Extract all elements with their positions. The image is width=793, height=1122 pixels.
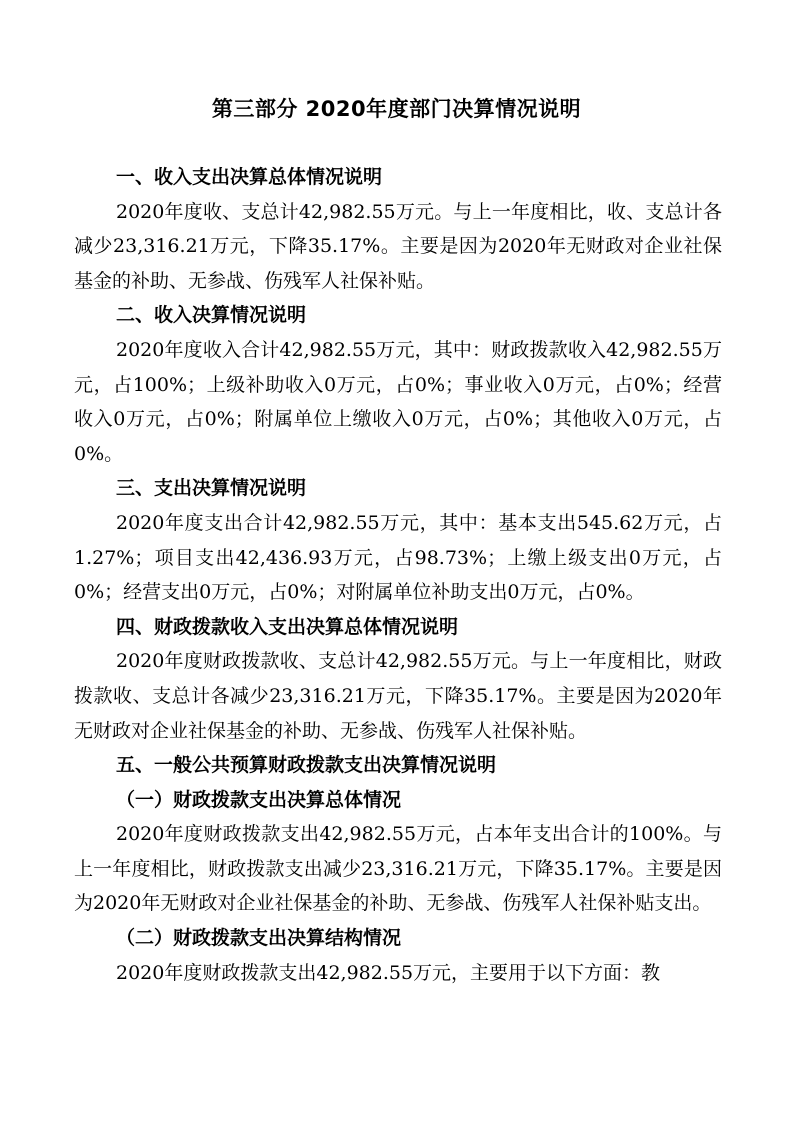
subsection-paragraph-5-1: 2020年度财政拨款支出42,982.55万元，占本年支出合计的100%。与上一年度相比，财政拨款支出减少23,316.21万元，下降35.17%。主要是因为2020年无财政对企业社保基金的补助、无参战、伤残军人社保补贴支出。 bbox=[74, 823, 722, 915]
section-heading-4: 四、财政拨款收入支出决算总体情况说明 bbox=[116, 615, 459, 638]
section-heading-5: 五、一般公共预算财政拨款支出决算情况说明 bbox=[116, 754, 497, 777]
subsection-paragraph-5-2: 2020年度财政拨款支出42,982.55万元，主要用于以下方面：教 bbox=[116, 961, 661, 984]
page-title: 第三部分 2020年度部门决算情况说明 bbox=[211, 97, 582, 121]
section-paragraph-4: 2020年度财政拨款收、支总计42,982.55万元。与上一年度相比，财政拨款收、支总计各减少23,316.21万元，下降35.17%。主要是因为2020年无财政对企业社保基金的补助、无参战、伤残军人社保补贴。 bbox=[74, 650, 722, 742]
section-heading-1: 一、收入支出决算总体情况说明 bbox=[116, 166, 383, 188]
section-heading-3: 三、支出决算情况说明 bbox=[116, 477, 307, 500]
section-heading-2: 二、收入决算情况说明 bbox=[116, 304, 307, 327]
section-paragraph-3: 2020年度支出合计42,982.55万元，其中：基本支出545.62万元，占1.27%；项目支出42,436.93万元，占98.73%；上缴上级支出0万元，占0%；经营支出0万元，占0%；对附属单位补助支出0万元，占0%。 bbox=[74, 511, 722, 604]
subsection-heading-5-2: （二）财政拨款支出决算结构情况 bbox=[116, 927, 402, 950]
document-body bbox=[74, 160, 722, 990]
subsection-heading-5-1: （一）财政拨款支出决算总体情况 bbox=[116, 788, 402, 811]
section-paragraph-2: 2020年度收入合计42,982.55万元，其中：财政拨款收入42,982.55万元，占100%；上级补助收入0万元，占0%；事业收入0万元，占0%；经营收入0万元，占0%；附属单位上缴收入0万元，占0%；其他收入0万元，占0%。 bbox=[74, 338, 722, 465]
section-paragraph-1: 2020年度收、支总计42,982.55万元。与上一年度相比，收、支总计各减少23,316.21万元，下降35.17%。主要是因为2020年无财政对企业社保基金的补助、无参战、伤残军人社保补贴。 bbox=[74, 200, 722, 292]
